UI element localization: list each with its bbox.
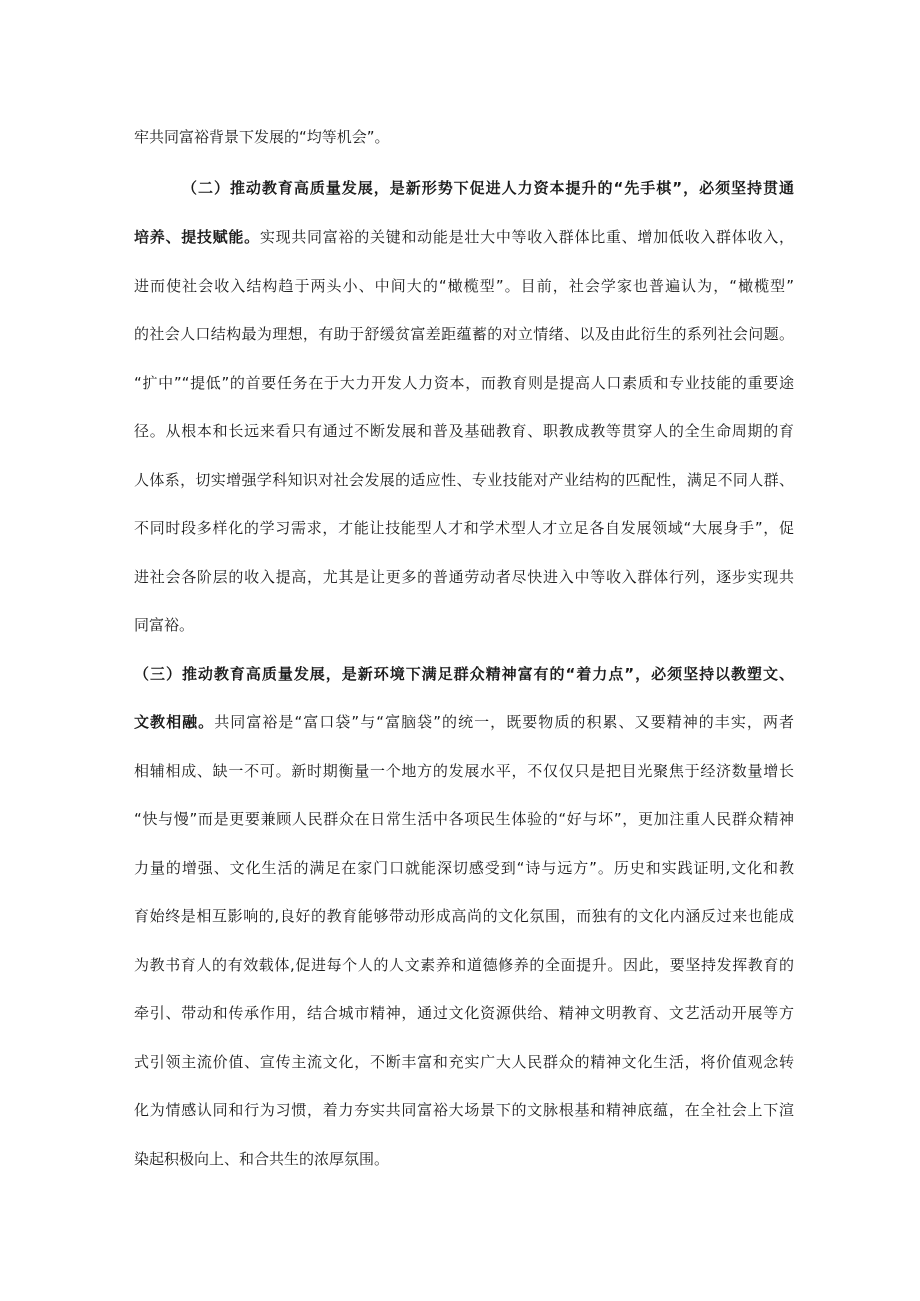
section-heading-3: （三）推动教育高质量发展，是新环境下满足群众精神富有的“着力点”，必须坚持以教塑文、 [134,665,794,683]
text-line: 力量的增强、文化生活的满足在家门口就能深切感受到“诗与远方”。历史和实践证明,文化和教 [134,859,794,877]
text-line: 文教相融。共同富裕是“富口袋”与“富脑袋”的统一，既要物质的积累、又要精神的丰实，两者 [134,713,794,731]
text-line: 培养、提技赋能。实现共同富裕的关键和动能是壮大中等收入群体比重、增加低收入群体收入， [134,228,794,246]
text-line: 育始终是相互影响的,良好的教育能够带动形成高尚的文化氛围，而独有的文化内涵反过来也能成 [134,907,794,925]
text-line: 式引领主流价值、宣传主流文化，不断丰富和充实广大人民群众的精神文化生活，将价值观念转 [134,1053,794,1071]
section-heading-2: （二）推动教育高质量发展，是新形势下促进人力资本提升的“先手棋”，必须坚持贯通 [182,179,794,197]
text-line: “快与慢”而是更要兼顾人民群众在日常生活中各项民生体验的“好与坏”，更加注重人民群众精神 [134,810,794,828]
text-line: 为教书育人的有效载体,促进每个人的人文素养和道德修养的全面提升。因此，要坚持发挥教育的 [134,956,794,974]
text-line: 相辅相成、缺一不可。新时期衡量一个地方的发展水平，不仅仅只是把目光聚焦于经济数量增长 [134,762,794,780]
text-line: 同富裕。 [134,616,195,634]
text-line: 的社会人口结构最为理想，有助于舒缓贫富差距蕴蓄的对立情绪、以及由此衍生的系列社会问题。 [134,325,794,343]
text-line: 染起积极向上、和合共生的浓厚氛围。 [134,1150,390,1168]
text-line: 进而使社会收入结构趋于两头小、中间大的“橄榄型”。目前，社会学家也普遍认为，“橄榄型” [134,277,794,295]
text-line: 人体系，切实增强学科知识对社会发展的适应性、专业技能对产业结构的匹配性，满足不同人群、 [134,471,794,489]
text-line: 径。从根本和长远来看只有通过不断发展和普及基础教育、职教成教等贯穿人的全生命周期的育 [134,422,794,440]
text-line: 牢共同富裕背景下发展的“均等机会”。 [134,128,390,146]
text-line: “扩中”“提低”的首要任务在于大力开发人力资本，而教育则是提高人口素质和专业技能的重要途 [134,374,794,392]
text-line: 牵引、带动和传承作用，结合城市精神，通过文化资源供给、精神文明教育、文艺活动开展等方 [134,1004,794,1022]
text-line: 不同时段多样化的学习需求，才能让技能型人才和学术型人才立足各自发展领域“大展身手”，促 [134,519,794,537]
text-line: 进社会各阶层的收入提高，尤其是让更多的普通劳动者尽快进入中等收入群体行列，逐步实现共 [134,568,794,586]
text-line: 化为情感认同和行为习惯，着力夯实共同富裕大场景下的文脉根基和精神底蕴，在全社会上下渲 [134,1101,794,1119]
